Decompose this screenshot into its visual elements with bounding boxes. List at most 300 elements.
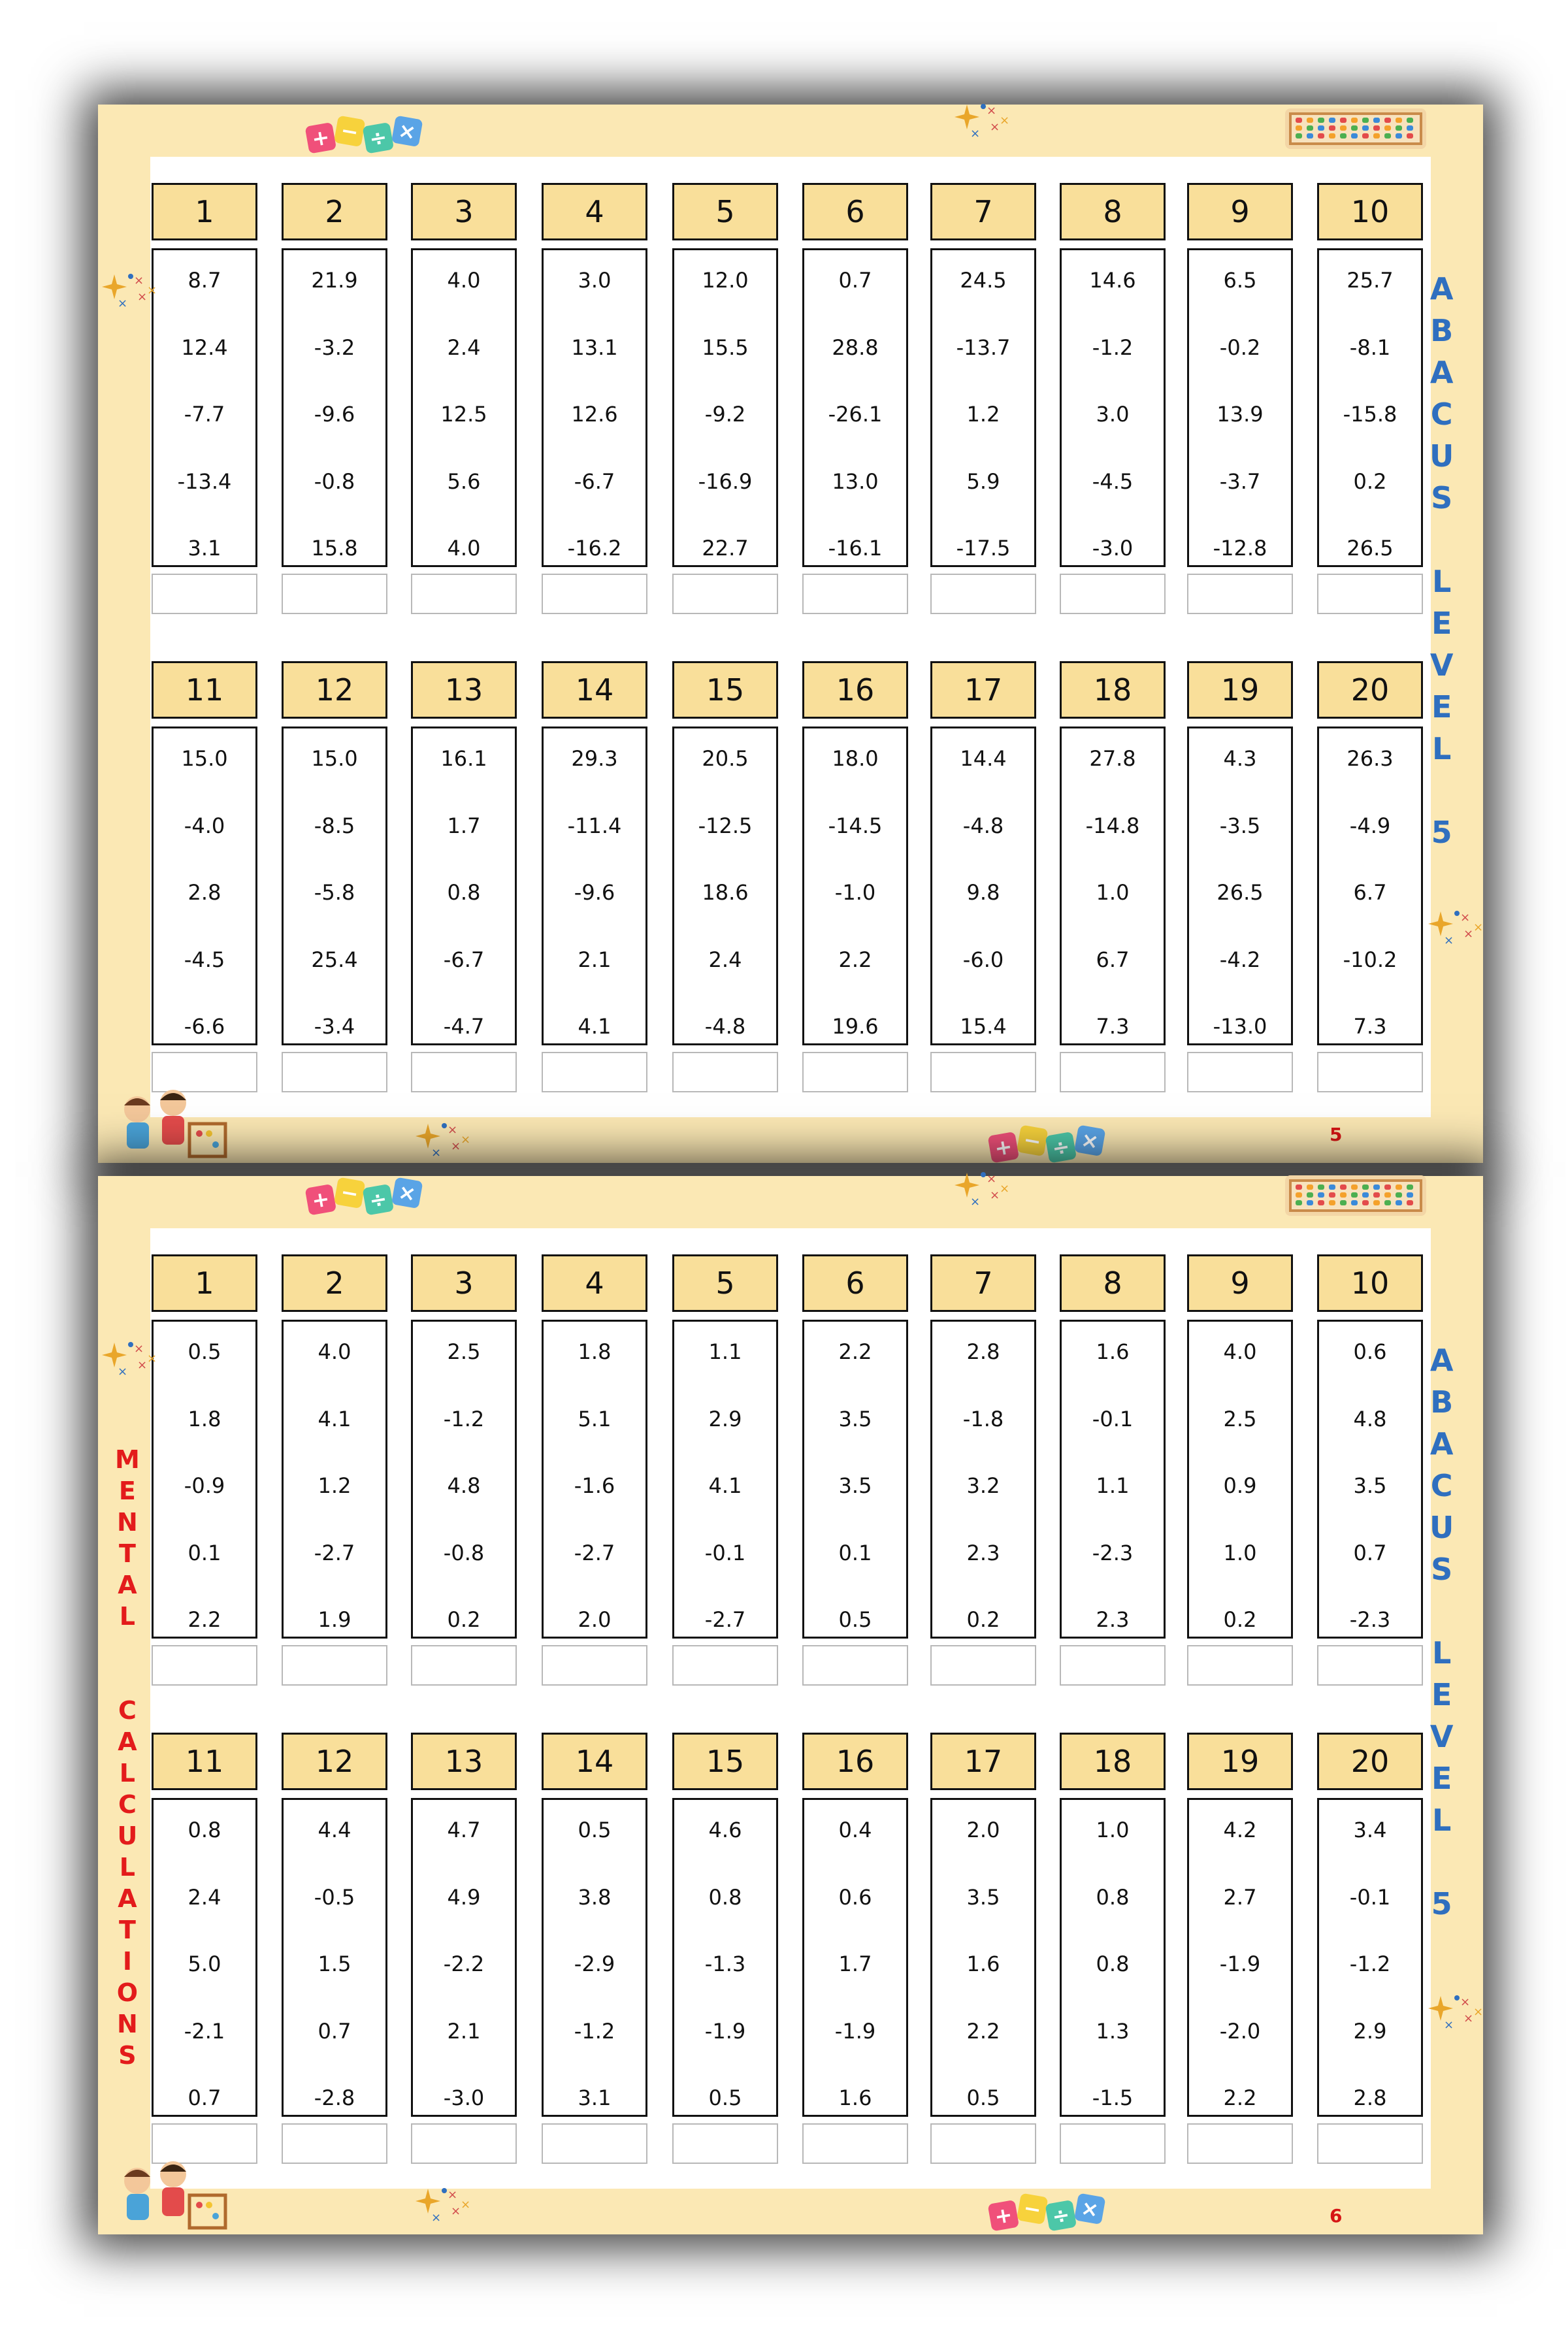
number-value: -15.8 <box>1343 402 1397 427</box>
svg-text:×: × <box>990 1188 1000 1202</box>
svg-text:×: × <box>970 1195 981 1209</box>
title-letter: E <box>118 1477 136 1505</box>
answer-box[interactable] <box>282 1645 387 1686</box>
title-letter <box>123 1663 131 1695</box>
number-value: 1.8 <box>188 1406 221 1431</box>
problem-number-label: 15 <box>672 1733 778 1790</box>
title-letter: A <box>118 1727 137 1756</box>
number-column <box>152 727 257 1045</box>
number-value: -9.6 <box>314 402 355 427</box>
answer-box[interactable] <box>411 574 517 614</box>
number-value: -0.1 <box>1349 1884 1391 1910</box>
number-column <box>282 1320 387 1639</box>
number-value: 15.5 <box>702 335 749 360</box>
svg-text:×: × <box>431 2211 442 2225</box>
number-value: 3.2 <box>966 1473 1000 1498</box>
number-value: -16.2 <box>567 536 622 561</box>
svg-text:×: × <box>461 2198 471 2212</box>
number-value: 3.0 <box>578 268 612 293</box>
title-letter: U <box>1429 1510 1454 1545</box>
problem-number-label: 2 <box>282 1254 387 1312</box>
problem-number-label: 20 <box>1317 1733 1423 1790</box>
problem-number-label: 17 <box>930 1733 1036 1790</box>
problem-number-label: 7 <box>930 183 1036 240</box>
answer-box[interactable] <box>1187 1645 1293 1686</box>
problem-number-label: 6 <box>802 183 908 240</box>
svg-text:×: × <box>137 1358 148 1372</box>
title-letter: S <box>118 2041 137 2070</box>
answer-box[interactable] <box>672 574 778 614</box>
number-value: -13.0 <box>1213 1014 1267 1039</box>
number-value: 1.0 <box>1096 1818 1130 1842</box>
sparkle-icon <box>1424 1993 1483 2038</box>
problem-number-label: 14 <box>542 1733 647 1790</box>
title-letter: C <box>118 1790 137 1819</box>
answer-box[interactable] <box>802 1645 908 1686</box>
number-column <box>542 1798 647 2117</box>
number-value: 1.6 <box>1096 1339 1130 1364</box>
number-column <box>930 1798 1036 2117</box>
problem-number-label: 4 <box>542 183 647 240</box>
title-letter: M <box>115 1445 140 1474</box>
problem-number-label: 12 <box>282 1733 387 1790</box>
svg-text:×: × <box>990 120 1000 134</box>
number-column <box>1060 248 1166 567</box>
number-value: 6.7 <box>1096 947 1130 972</box>
number-value: -3.4 <box>314 1014 355 1039</box>
kids-with-abacus-icon <box>111 2156 229 2234</box>
title-letter <box>1437 770 1447 811</box>
answer-box[interactable] <box>802 574 908 614</box>
number-value: 2.5 <box>1223 1406 1257 1431</box>
math-symbol: ÷ <box>367 124 389 152</box>
answer-box[interactable] <box>542 1052 647 1092</box>
svg-text:×: × <box>134 274 144 287</box>
number-value: 2.1 <box>447 2018 481 2044</box>
math-symbol: − <box>338 1179 361 1207</box>
title-letter: L <box>119 1602 136 1631</box>
math-symbols-icon <box>307 1179 438 1218</box>
number-value: -6.0 <box>962 947 1004 972</box>
number-value: 19.6 <box>832 1014 879 1039</box>
number-value: -1.6 <box>574 1473 615 1498</box>
number-value: -1.5 <box>1092 2085 1134 2110</box>
math-symbol: + <box>992 2202 1015 2230</box>
number-column <box>1317 1798 1423 2117</box>
number-value: -0.1 <box>704 1540 746 1565</box>
answer-box[interactable] <box>1187 574 1293 614</box>
number-column <box>411 1798 517 2117</box>
number-value: 2.8 <box>1353 2085 1387 2110</box>
number-value: 2.5 <box>447 1339 481 1364</box>
number-column <box>1060 1320 1166 1639</box>
number-value: 3.1 <box>188 536 221 561</box>
svg-text:×: × <box>461 1133 471 1147</box>
number-value: 2.2 <box>966 2018 1000 2044</box>
title-letter: 5 <box>1431 815 1452 850</box>
answer-box[interactable] <box>930 574 1036 614</box>
answer-box[interactable] <box>1317 2123 1423 2164</box>
svg-text:×: × <box>1460 1995 1471 2009</box>
math-symbols-icon <box>307 118 438 157</box>
title-letter: T <box>118 1916 136 1944</box>
math-symbol: × <box>396 1179 418 1207</box>
number-value: 21.9 <box>311 268 358 293</box>
number-value: 12.5 <box>440 402 487 427</box>
number-value: 4.2 <box>1223 1818 1257 1842</box>
svg-text:×: × <box>448 2188 458 2202</box>
number-column <box>282 1798 387 2117</box>
abacus-icon <box>1284 106 1428 152</box>
number-value: 3.5 <box>966 1884 1000 1910</box>
title-letter: A <box>1429 1426 1454 1462</box>
svg-text:×: × <box>987 104 997 118</box>
title-letter: N <box>117 1508 138 1537</box>
number-value: -1.2 <box>1092 335 1134 360</box>
number-value: -5.8 <box>314 880 355 905</box>
number-value: -2.2 <box>443 1952 485 1976</box>
svg-text:×: × <box>1000 114 1010 127</box>
svg-text:×: × <box>451 2204 461 2218</box>
number-value: 4.7 <box>447 1818 481 1842</box>
number-column <box>411 727 517 1045</box>
problem-number-label: 2 <box>282 183 387 240</box>
svg-text:×: × <box>1473 2005 1484 2019</box>
problem-number-label: 18 <box>1060 1733 1166 1790</box>
number-column <box>1317 727 1423 1045</box>
number-column <box>1187 248 1293 567</box>
problem-number-label: 13 <box>411 661 517 719</box>
answer-box[interactable] <box>411 1645 517 1686</box>
number-column <box>672 248 778 567</box>
answer-box[interactable] <box>930 1645 1036 1686</box>
number-value: 1.5 <box>318 1952 351 1976</box>
answer-box[interactable] <box>1317 1645 1423 1686</box>
answer-box[interactable] <box>1187 1052 1293 1092</box>
answer-box[interactable] <box>542 574 647 614</box>
number-column <box>282 727 387 1045</box>
title-letter: C <box>118 1696 137 1725</box>
number-value: 2.8 <box>966 1339 1000 1364</box>
number-value: -0.5 <box>314 1884 355 1910</box>
number-value: -1.2 <box>574 2018 615 2044</box>
title-letter: L <box>119 1853 136 1882</box>
number-value: 4.0 <box>318 1339 351 1364</box>
answer-box[interactable] <box>282 1052 387 1092</box>
problem-number-label: 1 <box>152 183 257 240</box>
number-value: 15.0 <box>181 746 228 771</box>
answer-box[interactable] <box>1060 2123 1166 2164</box>
number-value: -0.8 <box>443 1540 485 1565</box>
number-value: 0.2 <box>1353 468 1387 494</box>
answer-box[interactable] <box>282 574 387 614</box>
number-value: 2.8 <box>188 880 221 905</box>
problem-number-label: 5 <box>672 183 778 240</box>
number-value: -2.9 <box>574 1952 615 1976</box>
svg-text:×: × <box>1000 1182 1010 1196</box>
number-value: 3.1 <box>578 2085 612 2110</box>
number-value: -16.9 <box>698 468 753 494</box>
svg-text:×: × <box>1460 911 1471 924</box>
number-value: -1.0 <box>834 880 876 905</box>
number-value: 16.1 <box>440 746 487 771</box>
math-symbol: ÷ <box>1050 1134 1072 1162</box>
number-value: 0.9 <box>1223 1473 1257 1498</box>
abacus-level-title <box>1429 1339 1454 1925</box>
abacus-level-title <box>1429 268 1454 853</box>
number-column <box>802 248 908 567</box>
number-value: 5.1 <box>578 1406 612 1431</box>
math-symbol: − <box>1021 2195 1043 2223</box>
number-value: 2.2 <box>838 1339 872 1364</box>
number-value: -14.5 <box>828 813 883 838</box>
number-value: -4.8 <box>704 1014 746 1039</box>
problem-number-label: 12 <box>282 661 387 719</box>
number-value: 2.0 <box>966 1818 1000 1842</box>
answer-box[interactable] <box>930 1052 1036 1092</box>
number-value: -4.9 <box>1349 813 1391 838</box>
number-value: 0.5 <box>708 2085 742 2110</box>
number-value: 3.0 <box>1096 402 1130 427</box>
number-value: -4.5 <box>184 947 225 972</box>
number-value: 5.6 <box>447 468 481 494</box>
number-value: 15.8 <box>311 536 358 561</box>
page-number: 6 <box>1330 2205 1343 2227</box>
title-letter: E <box>1431 606 1452 641</box>
answer-box[interactable] <box>1317 574 1423 614</box>
title-letter: B <box>1430 1384 1454 1420</box>
answer-box[interactable] <box>542 1645 647 1686</box>
number-value: 2.2 <box>1223 2085 1257 2110</box>
number-value: 0.4 <box>838 1818 872 1842</box>
title-letter: L <box>119 1759 136 1788</box>
number-value: -13.7 <box>956 335 1011 360</box>
math-symbol: ÷ <box>1050 2202 1072 2230</box>
number-value: 0.5 <box>578 1818 612 1842</box>
answer-box[interactable] <box>542 2123 647 2164</box>
number-column <box>930 1320 1036 1639</box>
number-value: 2.4 <box>708 947 742 972</box>
number-value: 22.7 <box>702 536 749 561</box>
number-column <box>152 248 257 567</box>
number-value: 0.2 <box>447 1607 481 1632</box>
number-value: 27.8 <box>1089 746 1136 771</box>
number-value: 12.4 <box>181 335 228 360</box>
title-letter: V <box>1429 647 1454 683</box>
title-letter: S <box>1431 1552 1453 1587</box>
number-value: 1.1 <box>708 1339 742 1364</box>
title-letter: E <box>1431 1761 1452 1796</box>
number-column <box>542 1320 647 1639</box>
answer-box[interactable] <box>802 1052 908 1092</box>
answer-box[interactable] <box>1060 1645 1166 1686</box>
number-value: 6.5 <box>1223 268 1257 293</box>
title-letter: 5 <box>1431 1886 1452 1921</box>
number-column <box>930 248 1036 567</box>
number-value: 1.1 <box>1096 1473 1130 1498</box>
number-value: -8.5 <box>314 813 355 838</box>
number-value: 12.6 <box>571 402 618 427</box>
number-value: -3.7 <box>1219 468 1261 494</box>
problem-number-label: 6 <box>802 1254 908 1312</box>
answer-box[interactable] <box>1060 1052 1166 1092</box>
problem-number-label: 15 <box>672 661 778 719</box>
number-value: 5.0 <box>188 1952 221 1976</box>
svg-text:×: × <box>118 297 128 310</box>
number-value: 7.3 <box>1096 1014 1130 1039</box>
svg-text:×: × <box>970 127 981 140</box>
sparkle-icon <box>1424 908 1483 954</box>
problem-number-label: 19 <box>1187 1733 1293 1790</box>
number-value: 14.6 <box>1089 268 1136 293</box>
title-letter: L <box>1432 564 1452 599</box>
number-value: 1.7 <box>447 813 481 838</box>
number-value: 1.7 <box>838 1952 872 1976</box>
number-value: -14.8 <box>1085 813 1140 838</box>
svg-text:×: × <box>987 1172 997 1186</box>
answer-box[interactable] <box>152 1645 257 1686</box>
answer-box[interactable] <box>802 2123 908 2164</box>
title-letter: V <box>1429 1719 1454 1754</box>
svg-text:×: × <box>118 1365 128 1379</box>
sparkle-icon <box>98 1339 157 1385</box>
svg-text:×: × <box>1463 927 1474 941</box>
answer-box[interactable] <box>930 2123 1036 2164</box>
answer-box[interactable] <box>411 1052 517 1092</box>
title-letter: A <box>118 1571 137 1599</box>
number-value: 2.3 <box>966 1540 1000 1565</box>
svg-text:×: × <box>134 1342 144 1356</box>
number-value: 1.0 <box>1223 1540 1257 1565</box>
number-value: -1.2 <box>1349 1952 1391 1976</box>
problem-number-label: 19 <box>1187 661 1293 719</box>
number-value: 20.5 <box>702 746 749 771</box>
title-letter: L <box>1432 1803 1452 1838</box>
number-value: -2.3 <box>1092 1540 1134 1565</box>
number-value: -0.8 <box>314 468 355 494</box>
number-value: -6.7 <box>574 468 615 494</box>
answer-box[interactable] <box>672 2123 778 2164</box>
number-value: 3.5 <box>838 1473 872 1498</box>
problem-number-label: 9 <box>1187 1254 1293 1312</box>
number-value: 18.6 <box>702 880 749 905</box>
number-value: -1.8 <box>962 1406 1004 1431</box>
title-letter: L <box>1432 731 1452 766</box>
number-value: -12.8 <box>1213 536 1267 561</box>
number-value: 7.3 <box>1353 1014 1387 1039</box>
answer-box[interactable] <box>672 1052 778 1092</box>
number-value: -4.7 <box>443 1014 485 1039</box>
number-value: -8.1 <box>1349 335 1391 360</box>
number-value: -10.2 <box>1343 947 1397 972</box>
answer-box[interactable] <box>1060 574 1166 614</box>
number-value: -7.7 <box>184 402 225 427</box>
number-value: 24.5 <box>960 268 1007 293</box>
problem-number-label: 17 <box>930 661 1036 719</box>
title-letter <box>1437 1841 1447 1883</box>
number-value: 0.5 <box>838 1607 872 1632</box>
answer-box[interactable] <box>1317 1052 1423 1092</box>
number-value: 15.0 <box>311 746 358 771</box>
kids-with-abacus-icon <box>111 1085 229 1163</box>
svg-text:×: × <box>451 1139 461 1153</box>
number-value: 4.1 <box>578 1014 612 1039</box>
svg-text:×: × <box>137 290 148 304</box>
math-symbol: × <box>1079 2195 1101 2223</box>
number-column <box>802 1320 908 1639</box>
number-value: -16.1 <box>828 536 883 561</box>
number-value: 2.0 <box>578 1607 612 1632</box>
answer-box[interactable] <box>1187 2123 1293 2164</box>
problem-number-label: 8 <box>1060 1254 1166 1312</box>
number-value: 4.8 <box>1353 1406 1387 1431</box>
number-value: -3.2 <box>314 335 355 360</box>
svg-text:×: × <box>1473 921 1484 934</box>
number-column <box>802 727 908 1045</box>
svg-text:×: × <box>431 1146 442 1160</box>
number-value: -1.9 <box>704 2018 746 2044</box>
answer-box[interactable] <box>411 2123 517 2164</box>
svg-text:×: × <box>1444 934 1454 947</box>
answer-box[interactable] <box>282 2123 387 2164</box>
answer-box[interactable] <box>152 574 257 614</box>
svg-text:×: × <box>147 1352 157 1365</box>
svg-text:×: × <box>147 284 157 297</box>
title-letter: A <box>1429 271 1454 306</box>
title-letter: N <box>117 2010 138 2038</box>
number-value: -1.3 <box>704 1952 746 1976</box>
math-symbols-icon <box>990 2195 1120 2234</box>
number-column <box>672 1798 778 2117</box>
math-symbol: − <box>338 117 361 145</box>
number-value: -2.7 <box>574 1540 615 1565</box>
mental-calculations-title <box>115 1444 140 2071</box>
number-value: -13.4 <box>177 468 232 494</box>
number-value: 1.9 <box>318 1607 351 1632</box>
number-value: 4.8 <box>447 1473 481 1498</box>
number-value: 2.4 <box>447 335 481 360</box>
number-value: 0.8 <box>1096 1884 1130 1910</box>
number-value: 0.1 <box>188 1540 221 1565</box>
problem-number-label: 11 <box>152 661 257 719</box>
problem-number-label: 3 <box>411 1254 517 1312</box>
abacus-icon <box>1284 1173 1428 1218</box>
number-value: 1.3 <box>1096 2018 1130 2044</box>
number-value: 0.5 <box>966 2085 1000 2110</box>
number-value: 0.8 <box>1096 1952 1130 1976</box>
number-value: 2.7 <box>1223 1884 1257 1910</box>
number-value: -4.0 <box>184 813 225 838</box>
title-letter: T <box>118 1539 136 1568</box>
problem-number-label: 11 <box>152 1733 257 1790</box>
title-letter: E <box>1431 689 1452 725</box>
number-value: 1.6 <box>838 2085 872 2110</box>
svg-text:×: × <box>1463 2012 1474 2025</box>
number-value: 1.0 <box>1096 880 1130 905</box>
svg-text:×: × <box>448 1123 458 1137</box>
number-value: -4.5 <box>1092 468 1134 494</box>
problem-number-label: 10 <box>1317 1254 1423 1312</box>
problem-number-label: 1 <box>152 1254 257 1312</box>
number-value: 0.7 <box>318 2018 351 2044</box>
answer-box[interactable] <box>672 1645 778 1686</box>
number-value: 25.7 <box>1347 268 1394 293</box>
math-symbol: + <box>992 1134 1015 1162</box>
sparkle-icon <box>98 271 157 317</box>
number-value: 9.8 <box>966 880 1000 905</box>
sparkle-icon <box>412 2185 470 2231</box>
number-value: 25.4 <box>311 947 358 972</box>
